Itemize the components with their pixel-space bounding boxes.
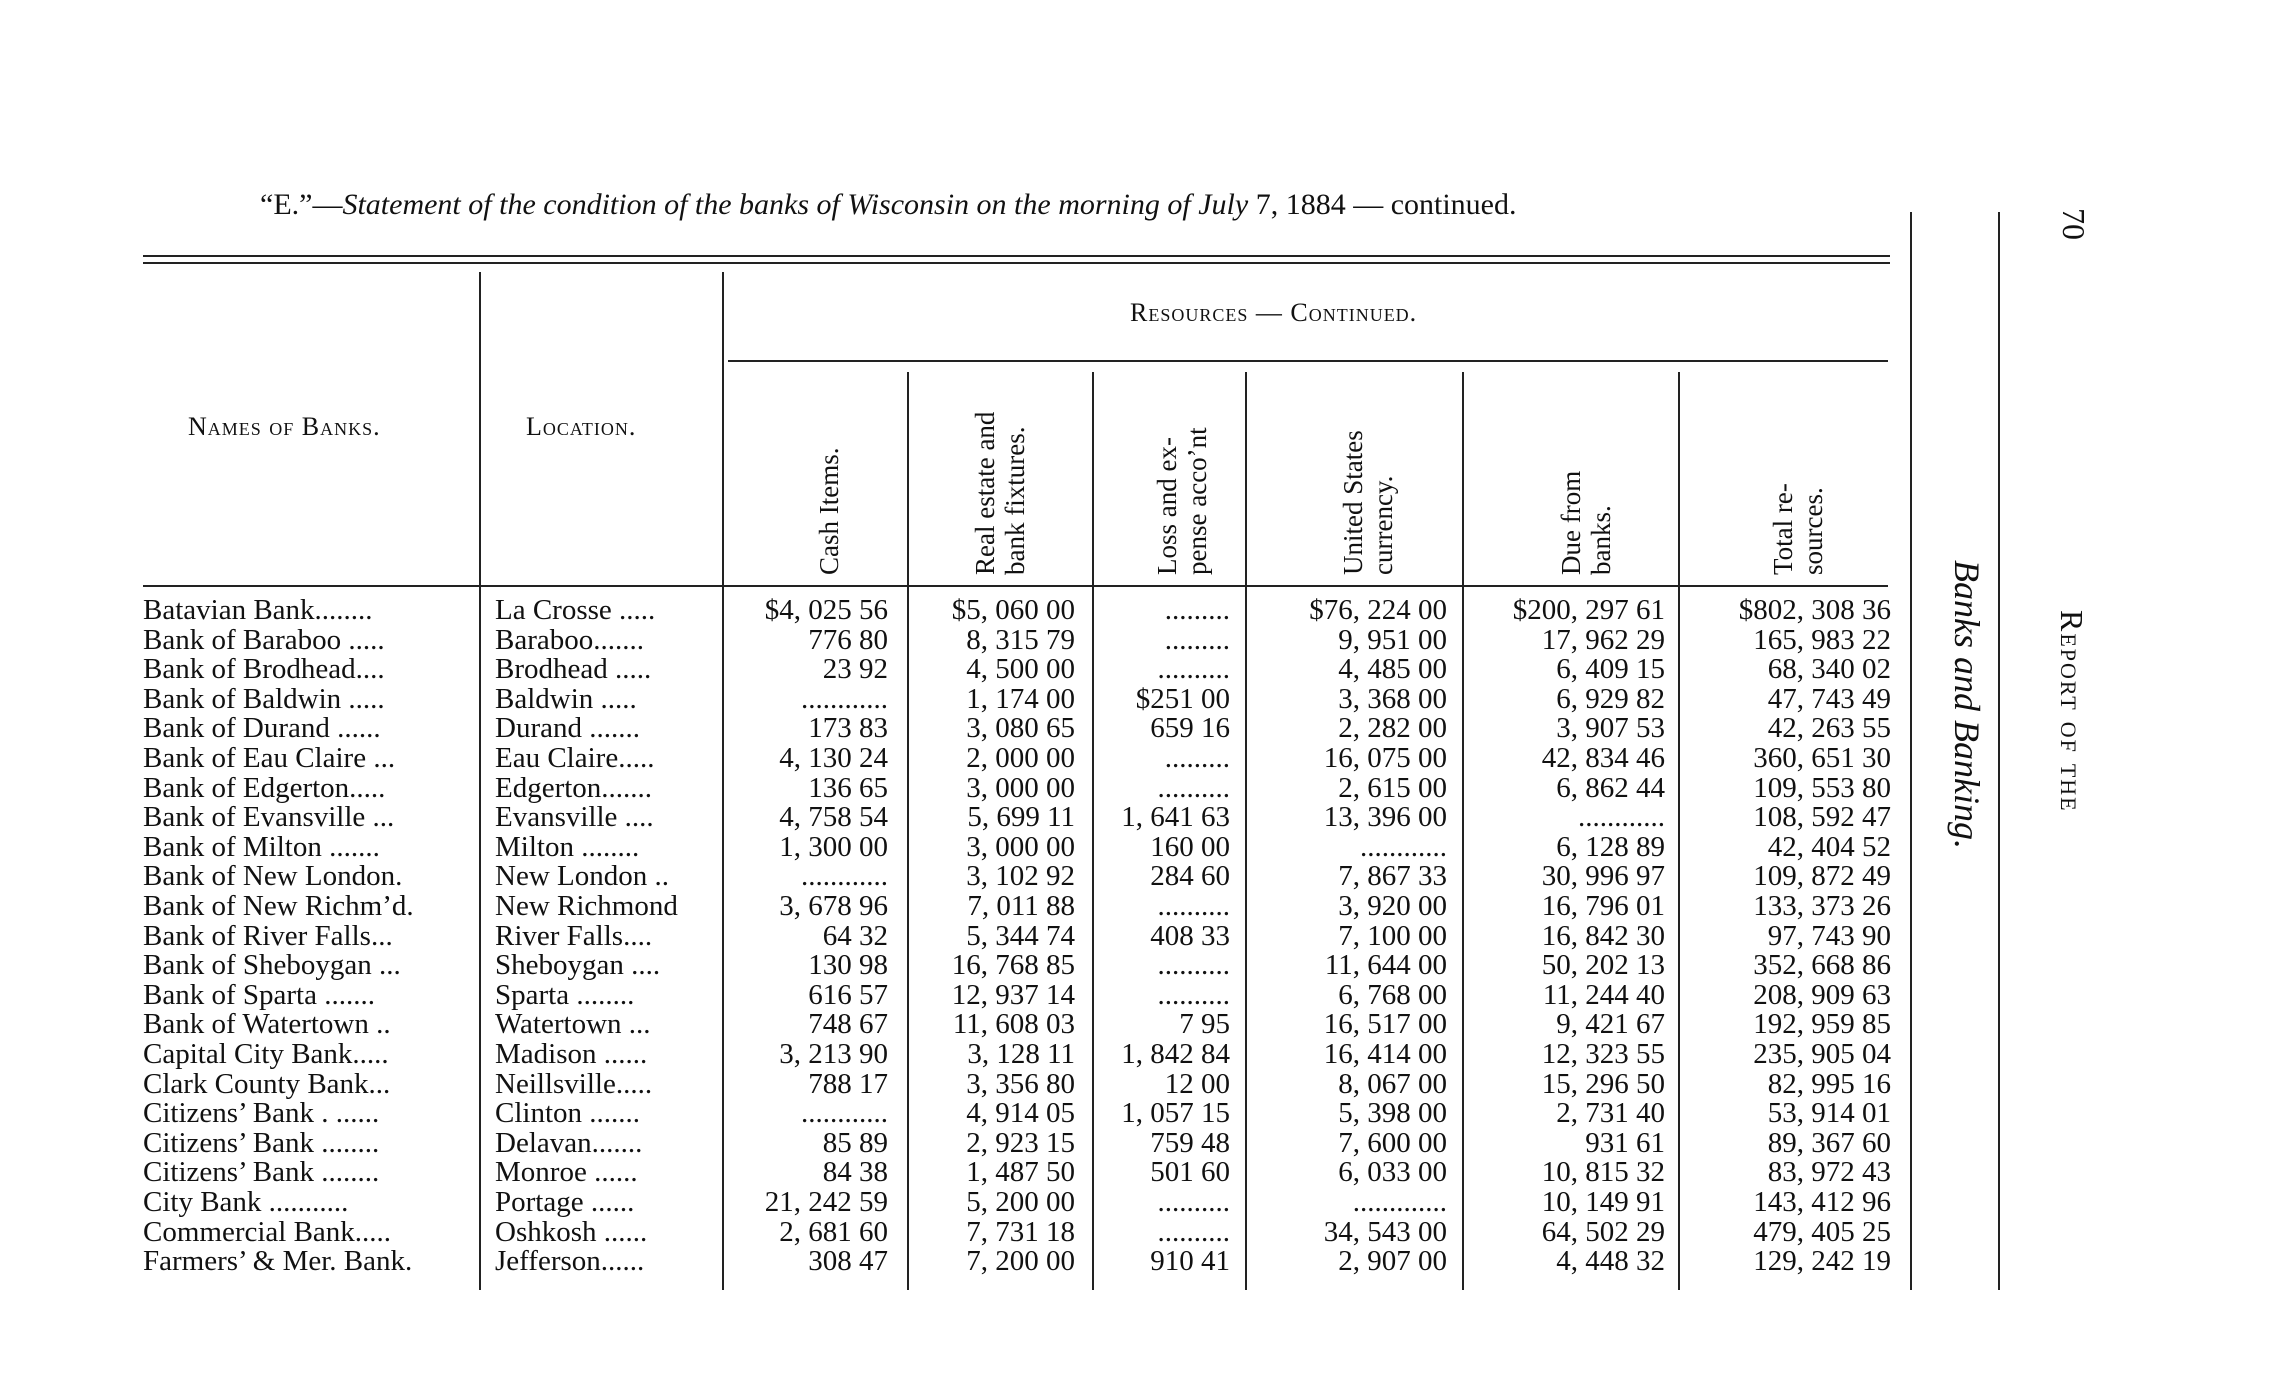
cell-name: Citizens’ Bank ........ [143,1126,380,1159]
cell-name: Clark County Bank... [143,1067,391,1100]
table-title [260,188,1517,222]
cell-real: 8, 315 79 [966,623,1075,656]
cell-due: 16, 796 01 [1541,890,1665,922]
cell-name: Capital City Bank..... [143,1038,389,1070]
cell-loc: Eau Claire..... [495,742,655,774]
cell-real: 3, 080 65 [966,712,1075,745]
cell-name: Citizens’ Bank ........ [143,1156,380,1189]
cell-us: 16, 517 00 [1323,1008,1447,1041]
col-header-real-estate: Real estate and bank fixtures. [970,411,1030,575]
cell-us: 3, 368 00 [1338,682,1447,715]
cell-name: Bank of New Richm’d. [143,890,414,922]
cell-cash: 4, 130 24 [779,742,888,774]
cell-name: Bank of Durand ...... [143,712,381,745]
cell-total: 97, 743 90 [1767,919,1891,952]
title-suffix: 7, 1884 — continued. [1255,188,1517,221]
cell-name: City Bank ........... [143,1186,349,1218]
col-header-total: Total re- sources. [1768,483,1828,575]
cell-us: ............ [1360,830,1447,863]
cell-total: 109, 553 80 [1753,771,1891,804]
cell-us: 34, 543 00 [1323,1215,1447,1248]
cell-name: Bank of Sheboygan ... [143,949,401,982]
cell-us: 5, 398 00 [1338,1097,1447,1130]
cell-loss: 12 00 [1164,1067,1230,1100]
cell-name: Bank of Sparta ....... [143,978,375,1011]
cell-name: Batavian Bank........ [143,594,373,626]
group-rule [728,360,1888,362]
cell-loss: ......... [1164,623,1230,656]
cell-us: 11, 644 00 [1324,949,1447,982]
cell-total: 47, 743 49 [1767,682,1891,715]
cell-real: 16, 768 85 [951,949,1075,982]
cell-name: Bank of River Falls... [143,919,393,952]
cell-loss: 160 00 [1150,830,1230,863]
cell-loc: Watertown ... [495,1008,651,1041]
cell-total: 83, 972 43 [1767,1156,1891,1189]
top-rule-2 [143,262,1890,264]
title-italic: Statement of the condition of the banks of Wisconsin on the morning of July [342,188,1249,221]
cell-cash: 173 83 [808,712,888,745]
cell-due: 50, 202 13 [1541,949,1665,982]
cell-cash: 23 92 [822,653,888,686]
cell-total: 133, 373 26 [1753,890,1891,922]
cell-us: 7, 600 00 [1338,1126,1447,1159]
cell-us: 7, 867 33 [1338,860,1447,893]
cell-cash: 84 38 [822,1156,888,1189]
cell-due: 11, 244 40 [1542,978,1665,1011]
divider-names [479,272,481,1290]
cell-loss: 659 16 [1150,712,1230,745]
cell-real: 4, 914 05 [966,1097,1075,1130]
cell-loss: ......... [1164,594,1230,626]
cell-loc: Edgerton....... [495,771,653,804]
cell-due: 4, 448 32 [1556,1245,1665,1278]
col-header-due: Due from banks. [1556,470,1616,575]
cell-name: Bank of Baldwin ..... [143,682,385,715]
header-resources-group: Resources — Continued. [1130,298,1418,327]
cell-total: 53, 914 01 [1767,1097,1891,1130]
cell-loc: Madison ...... [495,1038,648,1070]
cell-name: Commercial Bank..... [143,1215,392,1248]
cell-us: 7, 100 00 [1338,919,1447,952]
cell-loc: La Crosse ..... [495,594,656,626]
cell-name: Bank of Eau Claire ... [143,742,396,774]
cell-real: 3, 000 00 [966,771,1075,804]
cell-cash: 776 80 [808,623,888,656]
cell-loc: Brodhead ..... [495,653,652,686]
cell-total: 108, 592 47 [1753,801,1891,834]
cell-loc: New Richmond [495,890,678,922]
cell-cash: 788 17 [808,1067,888,1100]
cell-loss: .......... [1157,653,1230,686]
cell-us: 13, 396 00 [1323,801,1447,834]
cell-name: Bank of Milton ....... [143,830,380,863]
header-rule [143,585,1888,587]
cell-loc: Baldwin ..... [495,682,637,715]
cell-due: ............ [1578,801,1665,834]
cell-loc: River Falls.... [495,919,653,952]
cell-cash: 3, 213 90 [779,1038,888,1070]
cell-total: 68, 340 02 [1767,653,1891,686]
cell-loc: Milton ........ [495,830,640,863]
cell-real: 3, 102 92 [966,860,1075,893]
cell-total: 42, 263 55 [1767,712,1891,745]
cell-loss: 1, 057 15 [1121,1097,1230,1130]
cell-due: 30, 996 97 [1541,860,1665,893]
cell-us: 2, 615 00 [1338,771,1447,804]
cell-loc: Durand ....... [495,712,640,745]
cell-due: 931 61 [1585,1126,1665,1159]
cell-real: $5, 060 00 [951,594,1075,626]
cell-cash: $4, 025 56 [764,594,888,626]
cell-cash: 2, 681 60 [779,1215,888,1248]
cell-cash: 21, 242 59 [764,1186,888,1218]
cell-real: 3, 128 11 [967,1038,1075,1070]
cell-loss: 7 95 [1179,1008,1230,1041]
col-header-us-currency: United States currency. [1338,430,1398,575]
cell-loc: Evansville .... [495,801,654,834]
divider-loss [1245,372,1247,1290]
cell-cash: 1, 300 00 [779,830,888,863]
cell-total: 192, 959 85 [1753,1008,1891,1041]
cell-due: 6, 409 15 [1556,653,1665,686]
cell-real: 3, 356 80 [966,1067,1075,1100]
cell-loss: 1, 641 63 [1121,801,1230,834]
cell-due: 9, 421 67 [1556,1008,1665,1041]
cell-total: 165, 983 22 [1753,623,1891,656]
cell-loc: Sparta ........ [495,978,635,1011]
cell-real: 5, 200 00 [966,1186,1075,1218]
cell-cash: 85 89 [822,1126,888,1159]
col-header-loss: Loss and ex- pense acco’nt [1152,427,1212,575]
cell-cash: 3, 678 96 [779,890,888,922]
cell-real: 3, 000 00 [966,830,1075,863]
cell-due: $200, 297 61 [1512,594,1665,626]
cell-loss: 910 41 [1150,1245,1230,1278]
cell-loss: 408 33 [1150,919,1230,952]
cell-total: 109, 872 49 [1753,860,1891,893]
cell-cash: 64 32 [822,919,888,952]
divider-due [1678,372,1680,1290]
cell-total: 352, 668 86 [1753,949,1891,982]
page-number: 70 [2056,208,2092,240]
cell-loc: Portage ...... [495,1186,635,1218]
cell-loc: Monroe ...... [495,1156,638,1189]
cell-loss: 1, 842 84 [1121,1038,1230,1070]
cell-loss: 501 60 [1150,1156,1230,1189]
cell-total: 89, 367 60 [1767,1126,1891,1159]
cell-due: 64, 502 29 [1541,1215,1665,1248]
cell-due: 3, 907 53 [1556,712,1665,745]
cell-cash: ............ [801,1097,888,1130]
cell-real: 4, 500 00 [966,653,1075,686]
cell-due: 10, 815 32 [1541,1156,1665,1189]
divider-cash [907,372,909,1290]
cell-loss: .......... [1157,771,1230,804]
divider-location [722,272,724,1290]
cell-name: Citizens’ Bank . ...... [143,1097,380,1130]
cell-due: 6, 128 89 [1556,830,1665,863]
cell-loss: ......... [1164,742,1230,774]
cell-total: 479, 405 25 [1753,1215,1891,1248]
cell-cash: 308 47 [808,1245,888,1278]
cell-loc: Oshkosh ...... [495,1215,648,1248]
cell-loc: Clinton ....... [495,1097,641,1130]
cell-us: $76, 224 00 [1309,594,1447,626]
cell-name: Bank of Watertown .. [143,1008,391,1041]
cell-loc: New London .. [495,860,669,893]
cell-due: 10, 149 91 [1541,1186,1665,1218]
cell-cash: ............ [801,860,888,893]
cell-cash: ............ [801,682,888,715]
cell-real: 7, 731 18 [966,1215,1075,1248]
cell-due: 17, 962 29 [1541,623,1665,656]
cell-us: ............. [1352,1186,1447,1218]
cell-us: 2, 907 00 [1338,1245,1447,1278]
cell-loss: 284 60 [1150,860,1230,893]
cell-due: 16, 842 30 [1541,919,1665,952]
divider-real [1092,372,1094,1290]
cell-us: 16, 414 00 [1323,1038,1447,1070]
cell-us: 4, 485 00 [1338,653,1447,686]
cell-loss: .......... [1157,890,1230,922]
divider-right [1910,212,1912,1290]
cell-real: 7, 200 00 [966,1245,1075,1278]
cell-name: Bank of New London. [143,860,403,893]
cell-loss: .......... [1157,949,1230,982]
top-rule [143,255,1890,257]
cell-loss: $251 00 [1135,682,1230,715]
cell-total: 143, 412 96 [1753,1186,1891,1218]
cell-due: 6, 862 44 [1556,771,1665,804]
cell-due: 12, 323 55 [1541,1038,1665,1070]
cell-total: 235, 905 04 [1753,1038,1891,1070]
cell-loss: 759 48 [1150,1126,1230,1159]
cell-loc: Jefferson...... [495,1245,645,1278]
cell-us: 3, 920 00 [1338,890,1447,922]
cell-loss: .......... [1157,1186,1230,1218]
cell-real: 1, 487 50 [966,1156,1075,1189]
cell-due: 2, 731 40 [1556,1097,1665,1130]
cell-us: 2, 282 00 [1338,712,1447,745]
cell-us: 16, 075 00 [1323,742,1447,774]
cell-name: Bank of Baraboo ..... [143,623,385,656]
running-head: Report of the [2054,610,2090,813]
cell-loc: Delavan....... [495,1126,643,1159]
divider-us [1462,372,1464,1290]
section-head: Banks and Banking. [1947,560,1987,849]
cell-cash: 130 98 [808,949,888,982]
cell-loc: Neillsville..... [495,1067,653,1100]
cell-name: Farmers’ & Mer. Bank. [143,1245,413,1278]
cell-due: 15, 296 50 [1541,1067,1665,1100]
cell-real: 1, 174 00 [966,682,1075,715]
cell-us: 8, 067 00 [1338,1067,1447,1100]
cell-real: 2, 923 15 [966,1126,1075,1159]
divider-margin [1998,212,2000,1290]
cell-cash: 136 65 [808,771,888,804]
cell-loss: .......... [1157,978,1230,1011]
cell-total: 82, 995 16 [1767,1067,1891,1100]
cell-name: Bank of Evansville ... [143,801,395,834]
header-location: Location. [526,412,637,441]
cell-due: 42, 834 46 [1541,742,1665,774]
cell-total: 42, 404 52 [1767,830,1891,863]
cell-name: Bank of Edgerton..... [143,771,386,804]
cell-real: 12, 937 14 [951,978,1075,1011]
cell-cash: 616 57 [808,978,888,1011]
cell-total: 208, 909 63 [1753,978,1891,1011]
cell-due: 6, 929 82 [1556,682,1665,715]
col-header-cash: Cash Items. [814,447,844,575]
cell-real: 5, 344 74 [966,919,1075,952]
cell-total: $802, 308 36 [1738,594,1891,626]
cell-us: 6, 768 00 [1338,978,1447,1011]
title-prefix: “E.”— [260,188,343,221]
cell-real: 7, 011 88 [967,890,1075,922]
cell-real: 11, 608 03 [952,1008,1075,1041]
cell-real: 2, 000 00 [966,742,1075,774]
cell-cash: 4, 758 54 [779,801,888,834]
cell-loss: .......... [1157,1215,1230,1248]
cell-us: 6, 033 00 [1338,1156,1447,1189]
cell-loc: Baraboo....... [495,623,644,656]
cell-name: Bank of Brodhead.... [143,653,385,686]
header-names: Names of Banks. [188,412,381,441]
cell-us: 9, 951 00 [1338,623,1447,656]
cell-real: 5, 699 11 [967,801,1075,834]
cell-total: 129, 242 19 [1753,1245,1891,1278]
cell-cash: 748 67 [808,1008,888,1041]
cell-loc: Sheboygan .... [495,949,661,982]
cell-total: 360, 651 30 [1753,742,1891,774]
